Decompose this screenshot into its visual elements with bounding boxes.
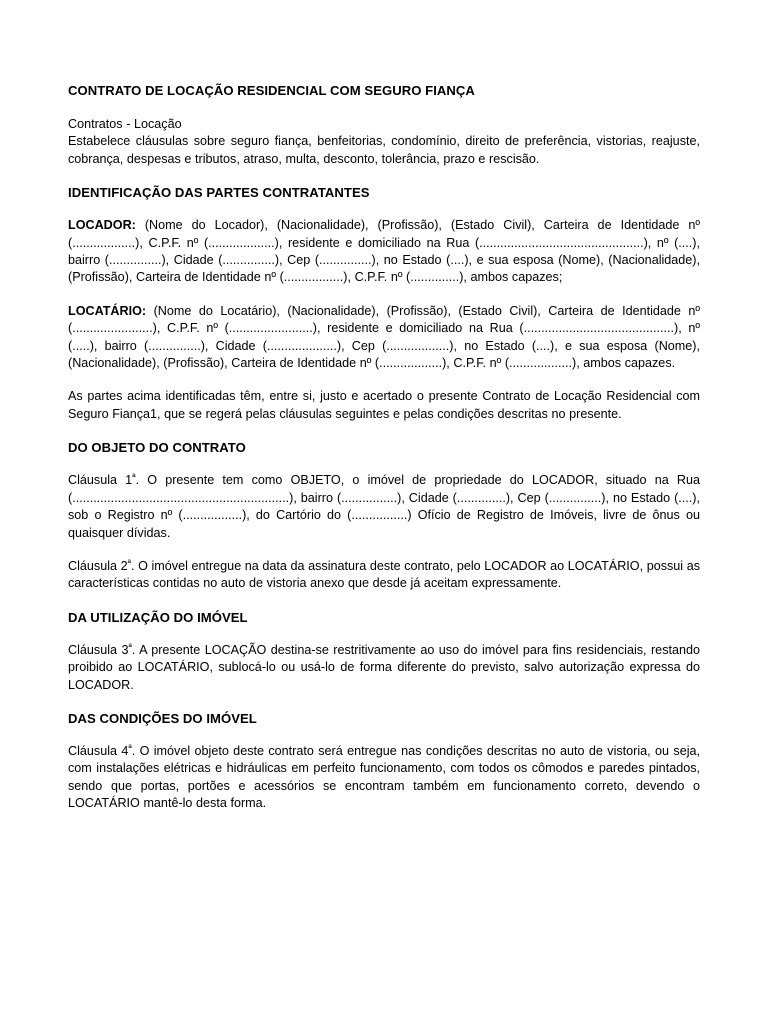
spacer	[68, 99, 700, 116]
paragraph-clausula-3	[68, 641, 704, 694]
clausula-3-ordinal: ª	[128, 641, 132, 652]
clausula-3-prefix: Cláusula 3	[68, 642, 129, 657]
locador-label: LOCADOR:	[68, 218, 136, 233]
heading-utilizacao-imovel: DA UTILIZAÇÃO DO IMÓVEL	[68, 609, 248, 625]
clausula-2-ordinal: ª	[127, 558, 131, 569]
locador-text: (Nome do Locador), (Nacionalidade), (Profissão), (Estado Civil), Carteira de Identidade nº (..................), C.P.F. nº (...................), residente e domiciliado na Rua (...............................................), nº (....), bairro (...............), Cidade (...............), Cep (...............), no Estado (....), e sua esposa (Nome), (Nacionalidade), (Profissão), Carteira de Identidade nº (.................), C.P.F. nº (..............), ambos capazes;	[68, 218, 704, 285]
spacer	[68, 626, 700, 642]
spacer	[68, 168, 700, 184]
heading-identificacao-partes: IDENTIFICAÇÃO DAS PARTES CONTRATANTES	[68, 185, 370, 201]
locatario-label: LOCATÁRIO:	[68, 303, 147, 318]
spacer	[68, 727, 700, 743]
spacer	[68, 542, 700, 558]
clausula-2-prefix: Cláusula 2	[68, 558, 128, 573]
paragraph-preamble: As partes acima identificadas têm, entre si, justo e acertado o presente Contrato de Locação Residencial com Seguro Fiança1, que se regerá pelas cláusulas seguintes e pelas condições descritas no presente.	[68, 389, 704, 421]
document-category-line: Contratos - Locação	[68, 117, 182, 131]
spacer	[68, 372, 700, 388]
clausula-2-text: . O imóvel entregue na data da assinatura deste contrato, pelo LOCADOR ao LOCATÁRIO, possui as características contidas no auto de vistoria anexo que desde já aceitam expressamente.	[68, 558, 704, 591]
paragraph-clausula-2	[68, 558, 704, 593]
clausula-3-text: . A presente LOCAÇÃO destina-se restritivamente ao uso do imóvel para fins residenciais, restando proibido ao LOCATÁRIO, sublocá-lo ou usá-lo de forma diferente do previsto, salvo autorização expressa do LOCADOR.	[68, 642, 704, 692]
paragraph-locatario	[68, 303, 704, 373]
clausula-1-text: . O presente tem como OBJETO, o imóvel de propriedade do LOCADOR, situado na Rua (..............................................................), bairro (................), Cidade (..............), Cep (...............), no Estado (....), sob o Registro nº (.................), do Cartório do (................) Ofício de Registro de Imóveis, livre de ônus ou quaisquer dívidas.	[68, 473, 704, 540]
spacer	[68, 593, 700, 609]
spacer	[68, 694, 700, 710]
clausula-4-ordinal: ª	[128, 743, 132, 754]
document-title: CONTRATO DE LOCAÇÃO RESIDENCIAL COM SEGURO FIANÇA	[68, 83, 475, 98]
paragraph-locador	[68, 217, 704, 287]
spacer	[68, 423, 700, 439]
locatario-text: (Nome do Locatário), (Nacionalidade), (Profissão), (Estado Civil), Carteira de Identidade nº (.......................), C.P.F. nº (........................), residente e domiciliado na Rua (...........................................), nº (.....), bairro (...............), Cidade (....................), Cep (..................), no Estado (....), e sua esposa (Nome), (Nacionalidade), (Profissão), Carteira de Identidade nº (..................), C.P.F. nº (..................), ambos capazes.	[68, 303, 704, 371]
spacer	[68, 201, 700, 217]
spacer	[68, 287, 700, 303]
clausula-4-text: . O imóvel objeto deste contrato será entregue nas condições descritas no auto de vistoria, ou seja, com instalações elétricas e hidráulicas em perfeito funcionamento, com todos os cômodos e paredes pintados, sendo que portas, portões e acessórios se encontram também em funcionamento correto, devendo o LOCATÁRIO mantê-lo desta forma.	[68, 743, 704, 811]
heading-objeto-contrato: DO OBJETO DO CONTRATO	[68, 440, 246, 456]
clausula-1-prefix: Cláusula 1	[68, 473, 133, 488]
spacer	[68, 456, 700, 472]
paragraph-clausula-4	[68, 743, 704, 813]
document-body	[68, 82, 704, 813]
clausula-1-ordinal: ª	[132, 472, 136, 483]
clausula-4-prefix: Cláusula 4	[68, 743, 129, 758]
heading-condicoes-imovel: DAS CONDIÇÕES DO IMÓVEL	[68, 710, 257, 726]
document-summary: Estabelece cláusulas sobre seguro fiança, benfeitorias, condomínio, direito de preferência, vistorias, reajuste, cobrança, despesas e tributos, atraso, multa, desconto, tolerância, prazo e rescisão.	[68, 134, 704, 166]
paragraph-clausula-1	[68, 472, 704, 542]
